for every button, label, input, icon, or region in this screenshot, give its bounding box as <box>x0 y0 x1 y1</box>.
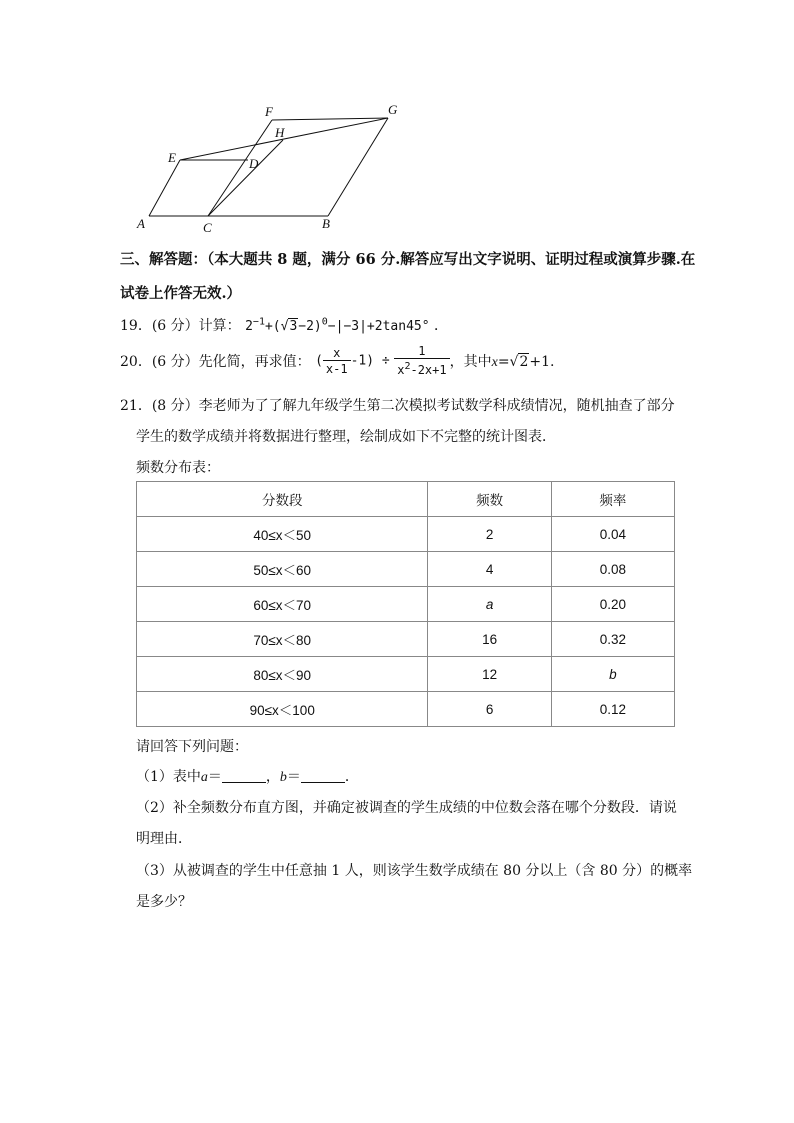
table-header-cell: 频率 <box>551 482 674 517</box>
label-c: C <box>203 220 212 235</box>
label-f: F <box>265 104 273 119</box>
segment-cf <box>208 120 272 216</box>
segment-fg <box>272 118 388 120</box>
q20-fraction-1: $\frac{x}{x-1}$ <box>323 346 351 377</box>
q20-divide: -1) ÷ <box>350 353 390 369</box>
label-b: B <box>322 216 330 231</box>
table-row <box>137 552 675 587</box>
table-row <box>137 657 675 692</box>
q20-fraction-2: $\frac{1}{x^2-2x+1}$ <box>394 344 449 378</box>
table-cell: 4 <box>428 552 551 587</box>
table-cell: 80≤x＜90 <box>137 657 428 692</box>
q19-expression: $2^{-1}+(√3-2)^0-|-3|+2\tan 45^\circ$ <box>245 316 430 334</box>
label-d: D <box>249 156 259 171</box>
table-cell: 90≤x＜100 <box>137 692 428 727</box>
table-row <box>137 517 675 552</box>
segment-ae <box>149 160 180 216</box>
table-cell: 0.08 <box>551 552 674 587</box>
question-19 <box>120 315 448 335</box>
table-cell: 0.04 <box>551 517 674 552</box>
sub-question-3-line2: 是多少？ <box>136 894 192 910</box>
answer-blank-a[interactable] <box>222 768 266 783</box>
answer-blank-b[interactable] <box>301 768 345 783</box>
table-cell: b <box>551 657 674 692</box>
table-cell: a <box>428 587 551 622</box>
segment-bg <box>328 118 388 216</box>
table-caption: 频数分布表： <box>136 460 220 476</box>
table-cell: 0.20 <box>551 587 674 622</box>
label-a: A <box>137 216 145 231</box>
table-header-row <box>137 482 675 517</box>
table-cell: 2 <box>428 517 551 552</box>
table-cell: 12 <box>428 657 551 692</box>
q20-open-paren: ( <box>315 353 323 369</box>
question-21-line2: 学生的数学成绩并将数据进行整理，绘制成如下不完整的统计图表． <box>136 429 556 445</box>
section-heading-line1: 三、解答题：（本大题共 8 题，满分 66 分.解答应写出文字说明、证明过程或演算步骤.在 <box>120 251 696 268</box>
label-e: E <box>168 150 176 165</box>
parallelogram-diagram <box>120 96 420 236</box>
sub-question-2-line1: （2）补全频数分布直方图，并确定被调查的学生成绩的中位数会落在哪个分数段．请说 <box>136 800 677 816</box>
table-cell: 50≤x＜60 <box>137 552 428 587</box>
table-header-cell: 频数 <box>428 482 551 517</box>
table-row <box>137 587 675 622</box>
table-row <box>137 692 675 727</box>
table-cell: 0.32 <box>551 622 674 657</box>
table-cell: 40≤x＜50 <box>137 517 428 552</box>
sub-question-2-line2: 明理由． <box>136 831 192 847</box>
label-g: G <box>388 102 398 117</box>
q20-condition: ，其中x=√2+1. <box>449 354 555 370</box>
q20-label: 20．(6 分）先化简，再求值： <box>120 354 311 370</box>
q19-end: ． <box>434 318 448 334</box>
table-cell: 0.12 <box>551 692 674 727</box>
sub-question-1: （1）表中a＝ ，b＝ ． <box>136 769 359 785</box>
table-header-cell: 分数段 <box>137 482 428 517</box>
frequency-table <box>136 481 675 727</box>
label-h: H <box>275 125 285 140</box>
table-cell: 60≤x＜70 <box>137 587 428 622</box>
sub-question-3-line1: （3）从被调查的学生中任意抽 1 人，则该学生数学成绩在 80 分以上（含 80 分）的概率 <box>136 863 693 879</box>
geometry-figure <box>120 96 420 236</box>
table-cell: 70≤x＜80 <box>137 622 428 657</box>
table-cell: 6 <box>428 692 551 727</box>
section-heading-line2: 试卷上作答无效.） <box>120 285 242 302</box>
question-20 <box>120 344 554 378</box>
table-cell: 16 <box>428 622 551 657</box>
table-row <box>137 622 675 657</box>
segment-ch <box>208 140 283 216</box>
q19-label: 19．(6 分）计算： <box>120 318 241 334</box>
answer-prompt: 请回答下列问题： <box>136 739 248 755</box>
question-21-line1: 21．(8 分）李老师为了了解九年级学生第二次模拟考试数学科成绩情况，随机抽查了部分 <box>120 398 675 414</box>
